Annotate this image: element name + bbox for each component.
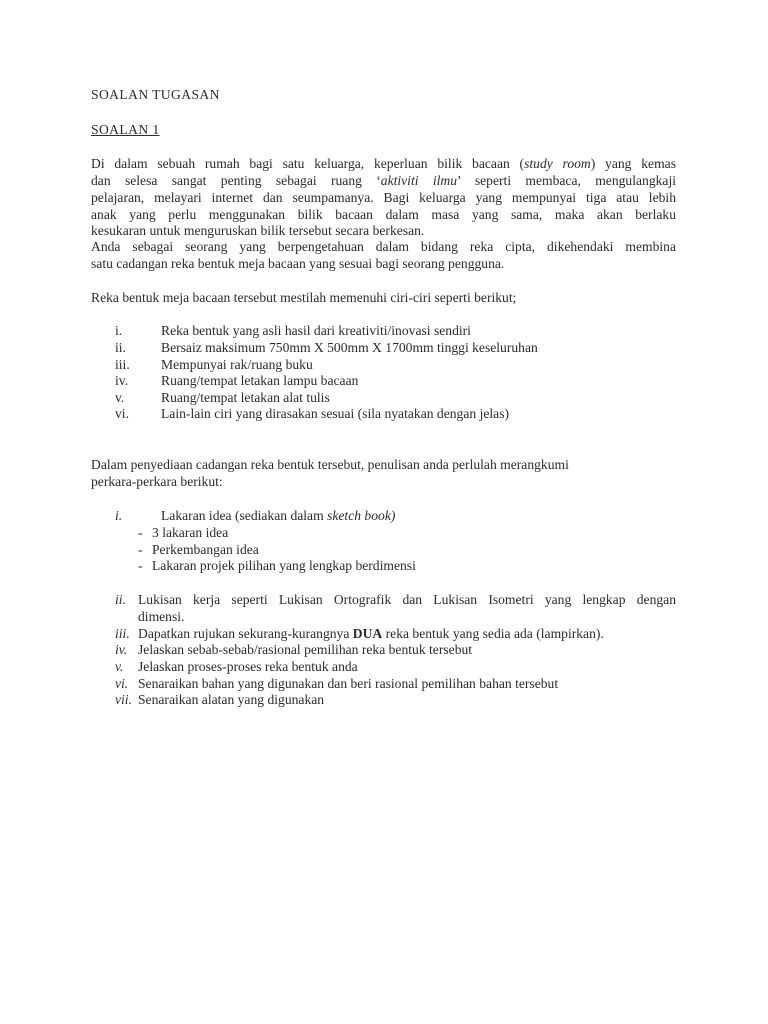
task-item: Jelaskan sebab-sebab/rasional pemilihan reka bentuk tersebut xyxy=(138,642,473,657)
para1-line2-text-a: dan selesa sangat penting sebagai ruang ‘ xyxy=(91,173,381,188)
task-item: Senaraikan alatan yang digunakan xyxy=(138,692,325,707)
para1-line6-text: Anda sebagai seorang yang berpengetahuan dalam bidang reka cipta, dikehendaki membina xyxy=(91,239,676,254)
subtask-item: Lakaran projek pilihan yang lengkap berdimensi xyxy=(152,558,416,573)
task-number: v. xyxy=(115,659,124,674)
dua-emphasis: DUA xyxy=(352,626,383,641)
criteria-item: Reka bentuk yang asli hasil dari kreativiti/inovasi sendiri xyxy=(161,323,471,338)
para1-line5: kesukaran untuk menguruskan bilik tersebut secara berkesan. xyxy=(91,223,425,238)
para1-line1-text-a: Di dalam sebuah rumah bagi satu keluarga, keperluan bilik bacaan ( xyxy=(91,156,525,171)
criteria-item: Bersaiz maksimum 750mm X 500mm X 1700mm tinggi keseluruhan xyxy=(161,340,538,355)
subtask-dash: - xyxy=(138,558,143,573)
subtask-dash: - xyxy=(138,525,143,540)
criteria-item: Ruang/tempat letakan alat tulis xyxy=(161,390,330,405)
task2-line1: Lukisan kerja seperti Lukisan Ortografik dan Lukisan Isometri yang lengkap dengan xyxy=(138,592,676,607)
criteria-number: ii. xyxy=(115,340,126,355)
task-number: iii. xyxy=(115,626,130,641)
document-title: SOALAN TUGASAN xyxy=(91,87,220,102)
criteria-item: Mempunyai rak/ruang buku xyxy=(161,357,313,372)
task-item xyxy=(138,625,604,642)
task-number: ii. xyxy=(115,592,126,607)
task-item: Senaraikan bahan yang digunakan dan beri rasional pemilihan bahan tersebut xyxy=(138,676,559,691)
criteria-item: Ruang/tempat letakan lampu bacaan xyxy=(161,373,359,388)
para1-line3-text: pelajaran, melayari internet dan seumpamanya. Bagi keluarga yang mempunyai tiga atau lebih xyxy=(91,190,676,205)
task1-text: Lakaran idea (sediakan dalam xyxy=(161,508,328,523)
task-number: iv. xyxy=(115,642,128,657)
task3-text-c: reka bentuk yang sedia ada (lampirkan). xyxy=(382,626,604,641)
subtask-item: 3 lakaran idea xyxy=(152,525,229,540)
task-item xyxy=(138,591,676,625)
sketch-book-term: sketch book) xyxy=(327,508,396,523)
subtask-item: Perkembangan idea xyxy=(152,542,259,557)
criteria-number: v. xyxy=(115,390,125,405)
task3-text-a: Dapatkan rujukan sekurang-kurangnya xyxy=(138,626,353,641)
para3-line2: perkara-perkara berikut: xyxy=(91,474,223,489)
para1-line4-text: anak yang perlu menggunakan bilik bacaan dalam masa yang sama, maka akan berlaku xyxy=(91,207,676,222)
study-room-term: study room xyxy=(524,156,591,171)
aktiviti-ilmu-term: aktiviti ilmu xyxy=(380,173,458,188)
criteria-number: i. xyxy=(115,323,123,338)
task-number: vii. xyxy=(115,692,132,707)
criteria-number: iii. xyxy=(115,357,130,372)
criteria-number: iv. xyxy=(115,373,129,388)
para2: Reka bentuk meja bacaan tersebut mestilah memenuhi ciri-ciri seperti berikut; xyxy=(91,290,517,305)
criteria-number: vi. xyxy=(115,406,129,421)
task-number: vi. xyxy=(115,676,129,691)
para1-line7: satu cadangan reka bentuk meja bacaan yang sesuai bagi seorang pengguna. xyxy=(91,256,505,271)
task-item: Jelaskan proses-proses reka bentuk anda xyxy=(138,659,358,674)
task-item xyxy=(161,507,395,524)
criteria-item: Lain-lain ciri yang dirasakan sesuai (sila nyatakan dengan jelas) xyxy=(161,406,510,421)
task-number: i. xyxy=(115,508,123,523)
para3-line1: Dalam penyediaan cadangan reka bentuk tersebut, penulisan anda perlulah merangkumi xyxy=(91,457,569,472)
task-item-continued: dimensi. xyxy=(138,609,185,624)
subtask-dash: - xyxy=(138,542,143,557)
para1-line2-text-b: ’ seperti membaca, mengulangkaji xyxy=(457,173,676,188)
section-heading: SOALAN 1 xyxy=(91,122,160,137)
para1-line1-text-b: ) yang kemas xyxy=(590,156,676,171)
